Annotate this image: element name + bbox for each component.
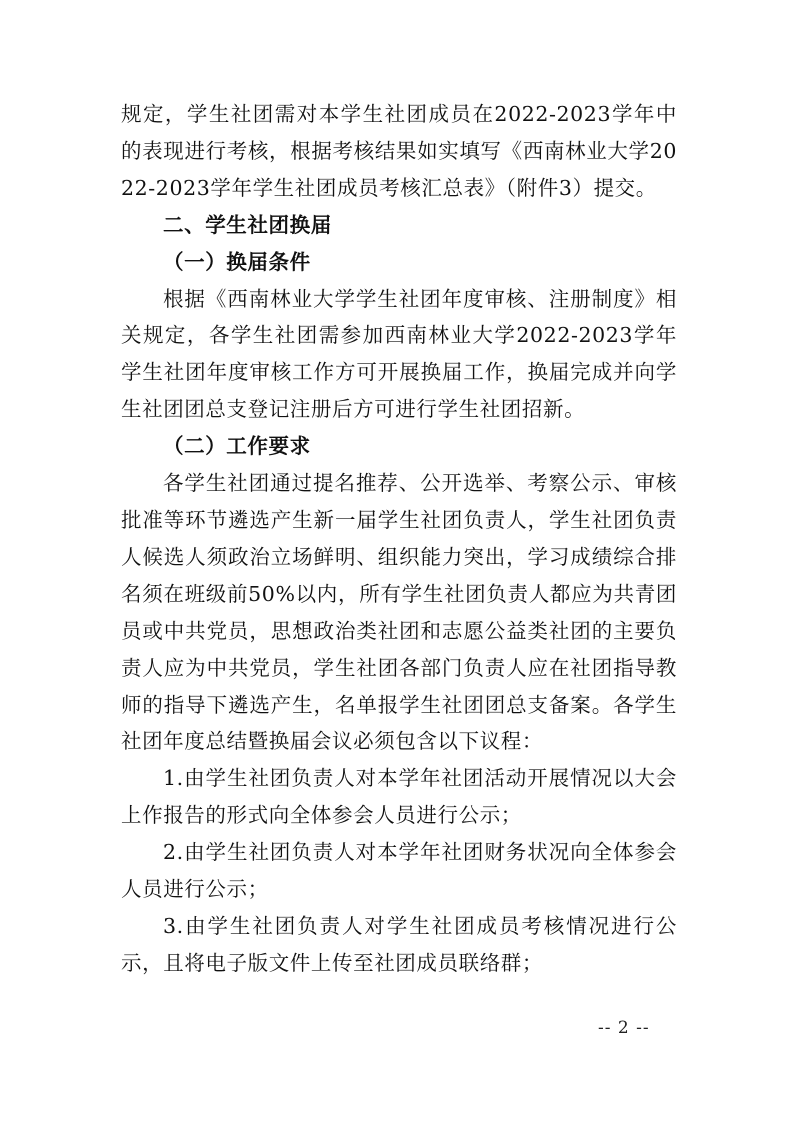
paragraph-conditions: 根据《西南林业大学学生社团年度审核、注册制度》相关规定，各学生社团需参加西南林业大学2022-2023学年学生社团年度审核工作方可开展换届工作，换届完成并向学生社团团总支登记注册后方可进行学生社团招新。 [121, 286, 677, 422]
agenda-item-1: 1.由学生社团负责人对本学年社团活动开展情况以大会上作报告的形式向全体参会人员进行公示； [121, 766, 677, 828]
paragraph-assessment: 规定，学生社团需对本学生社团成员在2022-2023学年中的表现进行考核，根据考核结果如实填写《西南林业大学2022-2023学年学生社团成员考核汇总表》（附件3）提交。 [121, 102, 677, 200]
paragraph-requirements: 各学生社团通过提名推荐、公开选举、考察公示、审核批准等环节遴选产生新一届学生社团负责人，学生社团负责人候选人须政治立场鲜明、组织能力突出，学习成绩综合排名须在班级前50%以内，所有学生社团负责人都应为共青团员或中共党员，思想政治类社团和志愿公益类社团的主要负责人应为中共党员，学生社团各部门负责人应在社团指导教师的指导下遴选产生，名单报学生社团团总支备案。各学生社团年度总结暨换届会议必须包含以下议程： [121, 471, 677, 754]
document-body [121, 96, 677, 982]
agenda-item-3: 3.由学生社团负责人对学生社团成员考核情况进行公示，且将电子版文件上传至社团成员联络群； [121, 913, 677, 975]
agenda-item-2: 2.由学生社团负责人对本学年社团财务状况向全体参会人员进行公示； [121, 840, 677, 902]
page-number: -- 2 -- [598, 1018, 650, 1038]
subheading-work-requirements: （二）工作要求 [163, 434, 311, 459]
subheading-handover-conditions: （一）换届条件 [163, 249, 311, 274]
section-heading-handover: 二、学生社团换届 [163, 212, 332, 237]
